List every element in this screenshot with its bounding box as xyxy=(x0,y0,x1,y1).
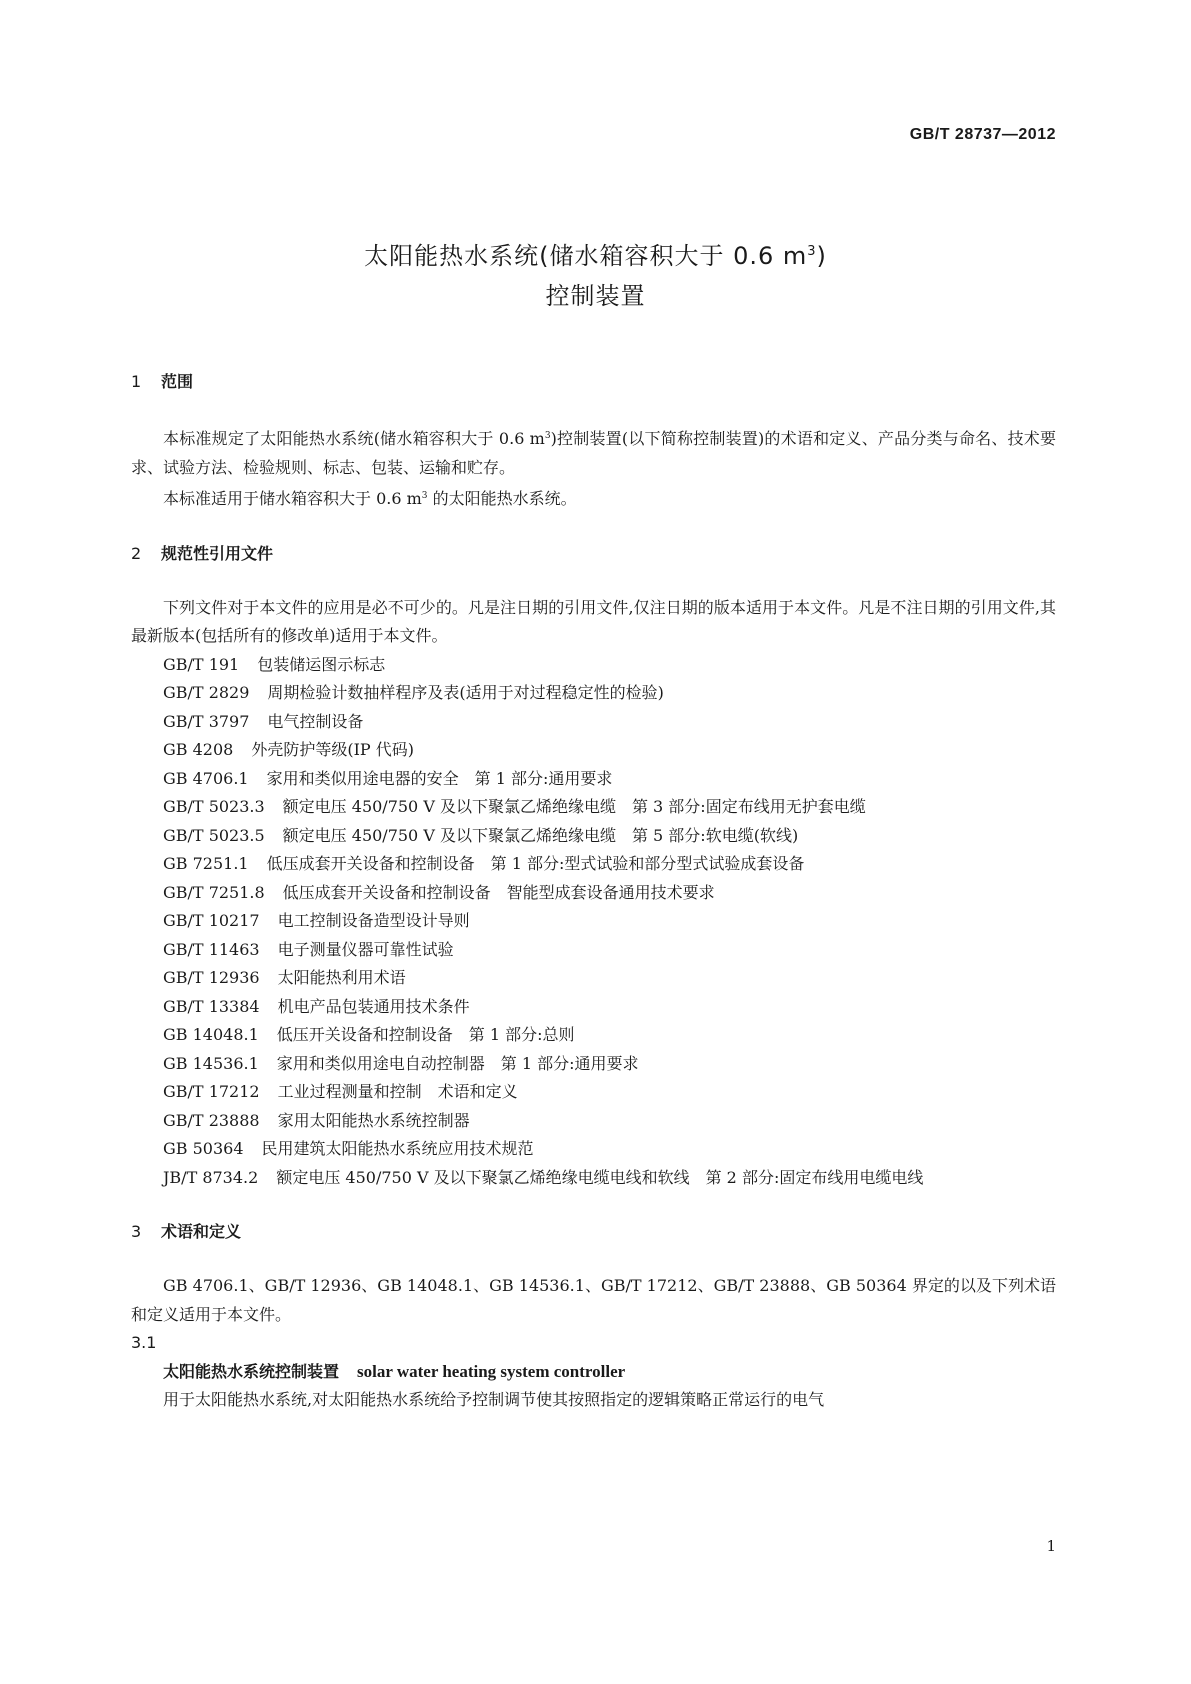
reference-title: 低压成套开关设备和控制设备 第 1 部分:型式试验和部分型式试验成套设备 xyxy=(266,854,805,873)
section-heading-normative xyxy=(131,540,1056,568)
title-superscript: 3 xyxy=(807,244,817,259)
scope-p2-superscript: 3 xyxy=(421,491,428,501)
term-entry xyxy=(131,1358,1056,1387)
reference-code: GB/T 11463 xyxy=(163,939,260,959)
reference-code: GB/T 7251.8 xyxy=(163,882,265,902)
reference-item xyxy=(131,822,1056,851)
reference-list xyxy=(131,651,1056,1193)
section-title: 范围 xyxy=(161,372,194,391)
reference-item xyxy=(131,1078,1056,1107)
scope-p2-text-b: 的太阳能热水系统。 xyxy=(427,489,577,508)
normative-intro: 下列文件对于本文件的应用是必不可少的。凡是注日期的引用文件,仅注日期的版本适用于本文件。凡是不注日期的引用文件,其最新版本(包括所有的修改单)适用于本文件。 xyxy=(131,597,1056,645)
reference-title: 额定电压 450/750 V 及以下聚氯乙烯绝缘电缆 第 5 部分:软电缆(软线) xyxy=(282,825,799,845)
reference-code: GB 14048.1 xyxy=(163,1025,259,1044)
reference-title: 电气控制设备 xyxy=(267,711,364,731)
reference-code: GB 50364 xyxy=(163,1139,244,1158)
reference-code: GB/T 5023.3 xyxy=(163,797,265,816)
section-title: 规范性引用文件 xyxy=(161,543,274,563)
reference-title: 包装储运图示标志 xyxy=(257,654,386,674)
reference-item xyxy=(131,708,1056,737)
section-title: 术语和定义 xyxy=(161,1222,242,1241)
reference-title: 额定电压 450/750 V 及以下聚氯乙烯绝缘电缆 第 3 部分:固定布线用无护套电缆 xyxy=(282,797,866,816)
scope-paragraph-2 xyxy=(131,482,1056,514)
reference-code: GB 4208 xyxy=(163,740,234,759)
reference-item xyxy=(131,1164,1056,1193)
reference-item xyxy=(131,765,1056,794)
reference-code: GB/T 191 xyxy=(163,654,240,674)
reference-item xyxy=(131,993,1056,1022)
scope-paragraph-1 xyxy=(131,422,1056,482)
section-heading-scope xyxy=(131,368,1056,396)
standard-number: GB/T 28737—2012 xyxy=(909,126,1056,143)
spacer xyxy=(131,1192,1056,1218)
section-number: 3 xyxy=(131,1222,142,1241)
reference-item xyxy=(131,1021,1056,1050)
reference-item xyxy=(131,679,1056,708)
reference-code: GB 4706.1 xyxy=(163,768,249,788)
page-number: 1 xyxy=(1046,1537,1056,1555)
reference-code: GB 7251.1 xyxy=(163,854,249,873)
reference-title: 低压成套开关设备和控制设备 智能型成套设备通用技术要求 xyxy=(282,882,715,902)
reference-code: GB 14536.1 xyxy=(163,1053,259,1073)
reference-title: 额定电压 450/750 V 及以下聚氯乙烯绝缘电缆电线和软线 第 2 部分:固定布线用电缆电线 xyxy=(276,1167,924,1187)
subsection-number: 3.1 xyxy=(131,1333,157,1352)
reference-title: 电工控制设备造型设计导则 xyxy=(277,911,470,930)
reference-title: 工业过程测量和控制 术语和定义 xyxy=(277,1082,518,1101)
spacer xyxy=(131,514,1056,540)
document-body xyxy=(131,368,1056,1415)
reference-item xyxy=(131,850,1056,879)
reference-item xyxy=(131,793,1056,822)
term-chinese: 太阳能热水系统控制装置 xyxy=(163,1361,340,1381)
term-definition: 用于太阳能热水系统,对太阳能热水系统给予控制调节使其按照指定的逻辑策略正常运行的电气 xyxy=(163,1390,825,1409)
reference-item xyxy=(131,936,1056,965)
document-title xyxy=(0,232,1191,316)
reference-title: 家用太阳能热水系统控制器 xyxy=(277,1110,470,1130)
term-english: solar water heating system controller xyxy=(357,1361,626,1381)
title-line-1-text: 太阳能热水系统(储水箱容积大于 0.6 m xyxy=(364,242,808,270)
terms-intro: GB 4706.1、GB/T 12936、GB 14048.1、GB 14536.1、GB/T 17212、GB/T 23888、GB 50364 界定的以及下列术语和定义适用于本文件。 xyxy=(131,1276,1056,1324)
reference-title: 太阳能热利用术语 xyxy=(277,968,406,987)
reference-title: 机电产品包装通用技术条件 xyxy=(277,996,470,1016)
reference-code: GB/T 13384 xyxy=(163,996,260,1016)
reference-code: GB/T 10217 xyxy=(163,911,260,930)
section-number: 2 xyxy=(131,543,142,563)
reference-title: 低压开关设备和控制设备 第 1 部分:总则 xyxy=(276,1025,575,1044)
title-line-1-end: ) xyxy=(816,242,827,270)
reference-item xyxy=(131,1050,1056,1079)
scope-p2-text-a: 本标准适用于储水箱容积大于 0.6 m xyxy=(163,489,422,508)
reference-code: JB/T 8734.2 xyxy=(163,1167,259,1187)
reference-code: GB/T 12936 xyxy=(163,968,260,987)
scope-p1-text-a: 本标准规定了太阳能热水系统(储水箱容积大于 0.6 m xyxy=(163,429,545,448)
reference-code: GB/T 3797 xyxy=(163,711,250,731)
reference-item xyxy=(131,1107,1056,1136)
reference-item xyxy=(131,907,1056,936)
reference-item xyxy=(131,1135,1056,1164)
scope-p1-text-b: )控制装置(以下简称控制装置)的术语和定义、产品分类与命名、技术要求、试验方法、检验规则、标志、包装、运输和贮存。 xyxy=(131,429,1056,477)
reference-item xyxy=(131,651,1056,680)
reference-code: GB/T 2829 xyxy=(163,683,250,702)
reference-title: 家用和类似用途电自动控制器 第 1 部分:通用要求 xyxy=(276,1053,639,1073)
title-line-2: 控制装置 xyxy=(545,282,646,310)
reference-item xyxy=(131,964,1056,993)
reference-code: GB/T 23888 xyxy=(163,1110,260,1130)
reference-item xyxy=(131,879,1056,908)
reference-item xyxy=(131,736,1056,765)
reference-code: GB/T 5023.5 xyxy=(163,825,265,845)
reference-code: GB/T 17212 xyxy=(163,1082,260,1101)
reference-title: 电子测量仪器可靠性试验 xyxy=(277,939,454,959)
reference-title: 民用建筑太阳能热水系统应用技术规范 xyxy=(261,1139,534,1158)
reference-title: 外壳防护等级(IP 代码) xyxy=(251,740,415,759)
section-number: 1 xyxy=(131,372,142,391)
scope-p1-superscript: 3 xyxy=(544,431,551,441)
reference-title: 家用和类似用途电器的安全 第 1 部分:通用要求 xyxy=(266,768,613,788)
title-line-1 xyxy=(0,232,1191,276)
reference-title: 周期检验计数抽样程序及表(适用于对过程稳定性的检验) xyxy=(267,683,664,702)
section-heading-terms xyxy=(131,1218,1056,1246)
